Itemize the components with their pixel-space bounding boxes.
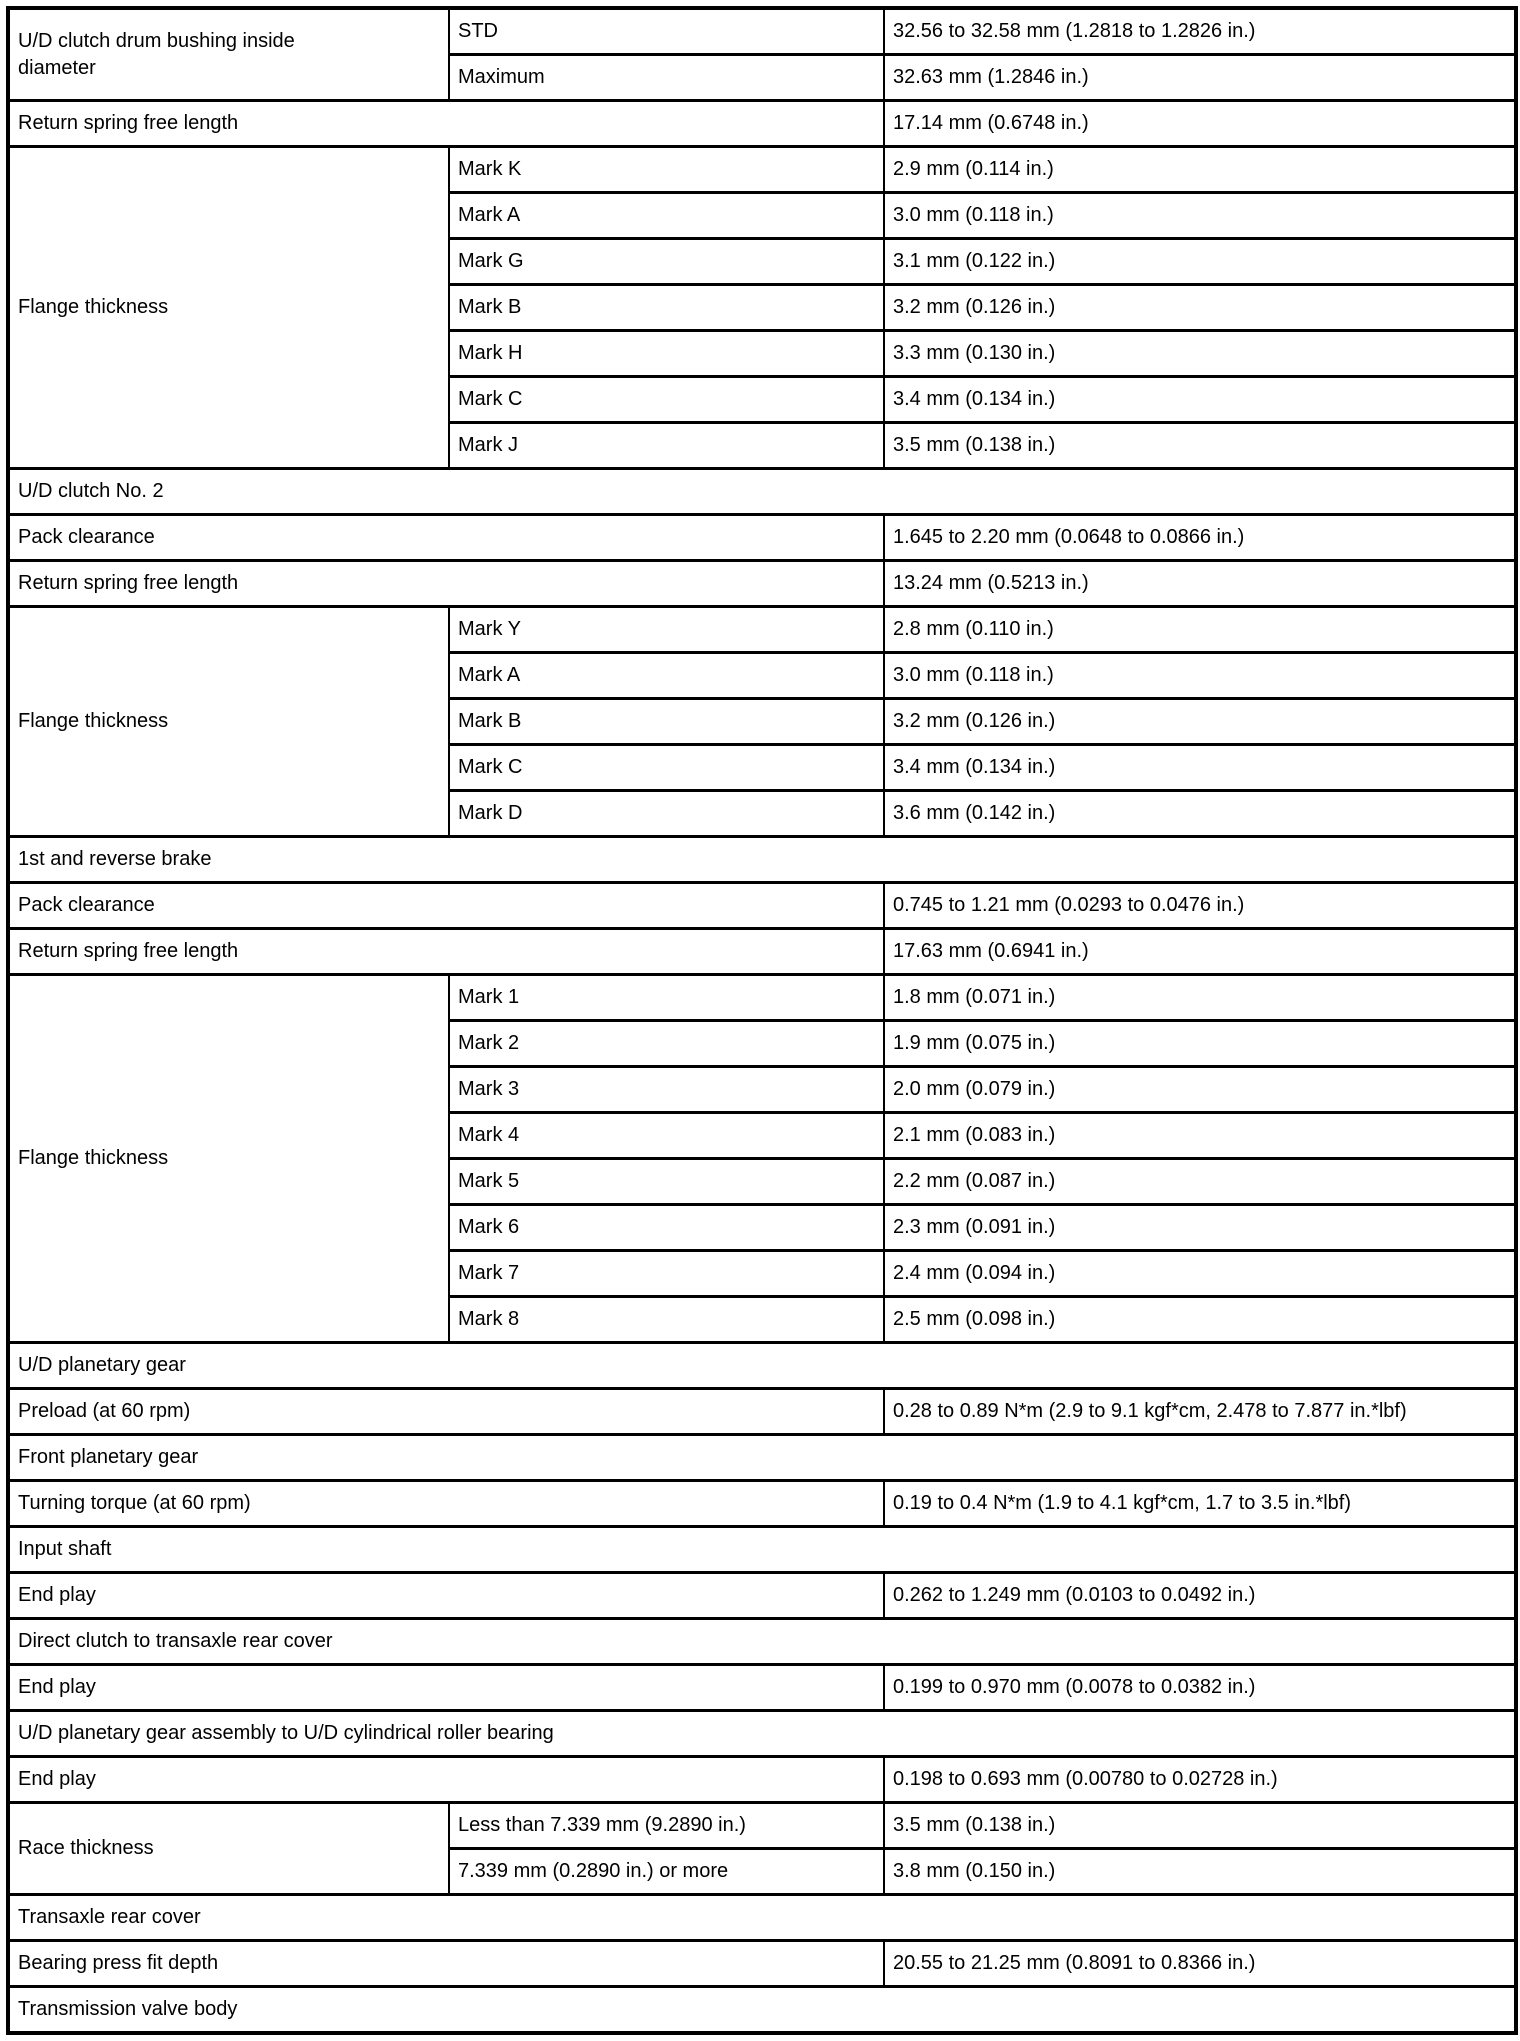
spec-row bbox=[8, 1757, 1516, 1803]
spec-label-cell: Pack clearance bbox=[8, 515, 884, 561]
spec-value-cell: 0.199 to 0.970 mm (0.0078 to 0.0382 in.) bbox=[884, 1665, 1516, 1711]
group-value-cell: 3.5 mm (0.138 in.) bbox=[884, 1803, 1516, 1849]
group-subitem-cell: Mark 6 bbox=[449, 1205, 884, 1251]
specifications-table bbox=[6, 6, 1518, 2035]
group-subitem-cell: Less than 7.339 mm (9.2890 in.) bbox=[449, 1803, 884, 1849]
group-subitem-cell: Mark A bbox=[449, 653, 884, 699]
group-value-cell: 3.3 mm (0.130 in.) bbox=[884, 331, 1516, 377]
group-subitem-cell: Mark Y bbox=[449, 607, 884, 653]
spec-label-cell: Return spring free length bbox=[8, 561, 884, 607]
group-label-cell: Race thickness bbox=[8, 1803, 449, 1895]
group-row bbox=[8, 975, 1516, 1021]
group-subitem-cell: Mark C bbox=[449, 745, 884, 791]
spec-value-cell: 0.19 to 0.4 N*m (1.9 to 4.1 kgf*cm, 1.7 to 3.5 in.*lbf) bbox=[884, 1481, 1516, 1527]
spec-label-cell: Return spring free length bbox=[8, 101, 884, 147]
group-value-cell: 3.4 mm (0.134 in.) bbox=[884, 377, 1516, 423]
group-label-cell: Flange thickness bbox=[8, 975, 449, 1343]
spec-value-cell: 0.262 to 1.249 mm (0.0103 to 0.0492 in.) bbox=[884, 1573, 1516, 1619]
spec-value-cell: 0.28 to 0.89 N*m (2.9 to 9.1 kgf*cm, 2.478 to 7.877 in.*lbf) bbox=[884, 1389, 1516, 1435]
group-value-cell: 3.5 mm (0.138 in.) bbox=[884, 423, 1516, 469]
spec-value-cell: 17.63 mm (0.6941 in.) bbox=[884, 929, 1516, 975]
spec-label-cell: Turning torque (at 60 rpm) bbox=[8, 1481, 884, 1527]
group-value-cell: 3.2 mm (0.126 in.) bbox=[884, 699, 1516, 745]
spec-label-cell: Return spring free length bbox=[8, 929, 884, 975]
spec-value-cell: 0.198 to 0.693 mm (0.00780 to 0.02728 in.) bbox=[884, 1757, 1516, 1803]
spec-row bbox=[8, 561, 1516, 607]
spec-row bbox=[8, 1573, 1516, 1619]
group-value-cell: 2.3 mm (0.091 in.) bbox=[884, 1205, 1516, 1251]
group-value-cell: 2.0 mm (0.079 in.) bbox=[884, 1067, 1516, 1113]
group-label-cell: Flange thickness bbox=[8, 607, 449, 837]
spec-label-cell: Pack clearance bbox=[8, 883, 884, 929]
section-label-cell: U/D planetary gear assembly to U/D cylindrical roller bearing bbox=[8, 1711, 1516, 1757]
section-row bbox=[8, 837, 1516, 883]
group-row bbox=[8, 8, 1516, 55]
section-label-cell: Input shaft bbox=[8, 1527, 1516, 1573]
group-value-cell: 2.1 mm (0.083 in.) bbox=[884, 1113, 1516, 1159]
group-row bbox=[8, 1803, 1516, 1849]
spec-row bbox=[8, 929, 1516, 975]
spec-value-cell: 0.745 to 1.21 mm (0.0293 to 0.0476 in.) bbox=[884, 883, 1516, 929]
group-subitem-cell: Mark B bbox=[449, 285, 884, 331]
spec-table-body bbox=[8, 8, 1516, 2033]
group-value-cell: 1.9 mm (0.075 in.) bbox=[884, 1021, 1516, 1067]
spec-label-cell: Preload (at 60 rpm) bbox=[8, 1389, 884, 1435]
section-row bbox=[8, 1895, 1516, 1941]
group-value-cell: 3.2 mm (0.126 in.) bbox=[884, 285, 1516, 331]
group-subitem-cell: Mark 8 bbox=[449, 1297, 884, 1343]
group-value-cell: 3.0 mm (0.118 in.) bbox=[884, 193, 1516, 239]
group-value-cell: 2.9 mm (0.114 in.) bbox=[884, 147, 1516, 193]
section-label-cell: U/D planetary gear bbox=[8, 1343, 1516, 1389]
spec-row bbox=[8, 1389, 1516, 1435]
group-subitem-cell: Mark J bbox=[449, 423, 884, 469]
group-subitem-cell: Maximum bbox=[449, 55, 884, 101]
group-subitem-cell: STD bbox=[449, 8, 884, 55]
group-value-cell: 2.4 mm (0.094 in.) bbox=[884, 1251, 1516, 1297]
group-subitem-cell: Mark 5 bbox=[449, 1159, 884, 1205]
section-row bbox=[8, 1343, 1516, 1389]
group-value-cell: 3.0 mm (0.118 in.) bbox=[884, 653, 1516, 699]
spec-value-cell: 17.14 mm (0.6748 in.) bbox=[884, 101, 1516, 147]
group-value-cell: 2.8 mm (0.110 in.) bbox=[884, 607, 1516, 653]
group-subitem-cell: Mark H bbox=[449, 331, 884, 377]
section-row bbox=[8, 1527, 1516, 1573]
group-subitem-cell: Mark 2 bbox=[449, 1021, 884, 1067]
group-subitem-cell: Mark 3 bbox=[449, 1067, 884, 1113]
spec-label-cell: End play bbox=[8, 1757, 884, 1803]
spec-value-cell: 13.24 mm (0.5213 in.) bbox=[884, 561, 1516, 607]
group-value-cell: 2.2 mm (0.087 in.) bbox=[884, 1159, 1516, 1205]
group-value-cell: 3.6 mm (0.142 in.) bbox=[884, 791, 1516, 837]
group-subitem-cell: Mark A bbox=[449, 193, 884, 239]
group-row bbox=[8, 607, 1516, 653]
group-label-cell: Flange thickness bbox=[8, 147, 449, 469]
group-subitem-cell: Mark K bbox=[449, 147, 884, 193]
section-row bbox=[8, 1619, 1516, 1665]
section-row bbox=[8, 469, 1516, 515]
section-label-cell: 1st and reverse brake bbox=[8, 837, 1516, 883]
section-label-cell: Direct clutch to transaxle rear cover bbox=[8, 1619, 1516, 1665]
section-label-cell: Front planetary gear bbox=[8, 1435, 1516, 1481]
spec-label-cell: Bearing press fit depth bbox=[8, 1941, 884, 1987]
spec-value-cell: 1.645 to 2.20 mm (0.0648 to 0.0866 in.) bbox=[884, 515, 1516, 561]
spec-row bbox=[8, 101, 1516, 147]
section-row bbox=[8, 1711, 1516, 1757]
spec-row bbox=[8, 1481, 1516, 1527]
spec-label-cell: End play bbox=[8, 1665, 884, 1711]
group-value-cell: 3.4 mm (0.134 in.) bbox=[884, 745, 1516, 791]
section-label-cell: Transaxle rear cover bbox=[8, 1895, 1516, 1941]
section-row bbox=[8, 1987, 1516, 2034]
section-row bbox=[8, 1435, 1516, 1481]
spec-row bbox=[8, 1665, 1516, 1711]
group-label-cell: U/D clutch drum bushing inside diameter bbox=[8, 8, 449, 101]
group-subitem-cell: 7.339 mm (0.2890 in.) or more bbox=[449, 1849, 884, 1895]
group-subitem-cell: Mark 4 bbox=[449, 1113, 884, 1159]
group-value-cell: 2.5 mm (0.098 in.) bbox=[884, 1297, 1516, 1343]
group-subitem-cell: Mark C bbox=[449, 377, 884, 423]
group-value-cell: 32.63 mm (1.2846 in.) bbox=[884, 55, 1516, 101]
group-value-cell: 1.8 mm (0.071 in.) bbox=[884, 975, 1516, 1021]
group-value-cell: 3.1 mm (0.122 in.) bbox=[884, 239, 1516, 285]
group-value-cell: 3.8 mm (0.150 in.) bbox=[884, 1849, 1516, 1895]
section-label-cell: Transmission valve body bbox=[8, 1987, 1516, 2034]
spec-label-cell: End play bbox=[8, 1573, 884, 1619]
spec-row bbox=[8, 1941, 1516, 1987]
group-subitem-cell: Mark 1 bbox=[449, 975, 884, 1021]
spec-value-cell: 20.55 to 21.25 mm (0.8091 to 0.8366 in.) bbox=[884, 1941, 1516, 1987]
group-subitem-cell: Mark B bbox=[449, 699, 884, 745]
group-row bbox=[8, 147, 1516, 193]
section-label-cell: U/D clutch No. 2 bbox=[8, 469, 1516, 515]
group-value-cell: 32.56 to 32.58 mm (1.2818 to 1.2826 in.) bbox=[884, 8, 1516, 55]
group-subitem-cell: Mark 7 bbox=[449, 1251, 884, 1297]
spec-row bbox=[8, 883, 1516, 929]
group-subitem-cell: Mark D bbox=[449, 791, 884, 837]
group-subitem-cell: Mark G bbox=[449, 239, 884, 285]
spec-row bbox=[8, 515, 1516, 561]
